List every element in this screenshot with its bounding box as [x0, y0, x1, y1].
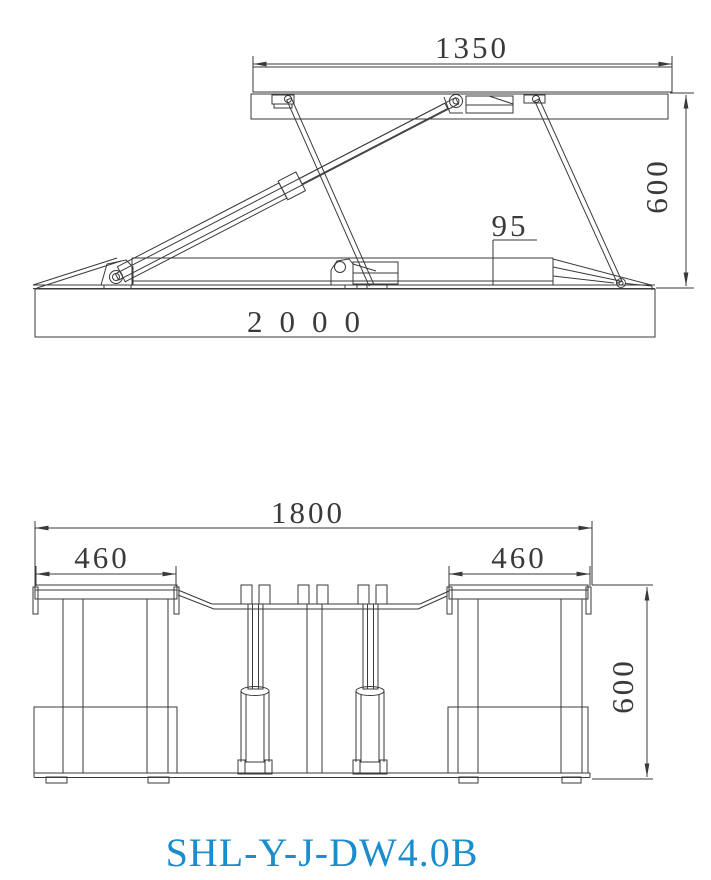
dim-text-460-left: 460 [74, 540, 130, 575]
left-link-arm [287, 98, 374, 286]
dim-raised-height [639, 93, 694, 288]
cylinder-left [238, 604, 272, 774]
dim-left-pad [36, 540, 176, 586]
dim-right-pad [449, 540, 590, 586]
dim-base-length [35, 289, 655, 339]
dim-text-460-right: 460 [491, 540, 547, 575]
left-stand [34, 599, 177, 783]
front-elevation-view [33, 495, 653, 783]
dim-text-600-side: 600 [639, 158, 674, 214]
dim-text-1350: 1350 [435, 30, 509, 65]
main-arm [115, 98, 458, 280]
model-label: SHL-Y-J-DW4.0B [165, 830, 479, 875]
dim-text-95: 95 [491, 208, 529, 243]
dim-text-1800: 1800 [271, 495, 345, 530]
dim-text-2000: 2000 [247, 304, 377, 339]
scissor-arms [115, 98, 622, 286]
right-link-arm [535, 99, 622, 283]
dim-frame-height [492, 208, 538, 285]
base-plate [34, 773, 590, 778]
cross-beam [178, 585, 449, 609]
top-platform [251, 67, 672, 119]
right-stand [448, 599, 588, 783]
cylinder-right [353, 604, 387, 774]
dim-overall-height [592, 585, 653, 779]
center-post [307, 604, 322, 773]
dim-platform-length [253, 30, 672, 69]
left-ramp [33, 258, 133, 289]
side-elevation-view [33, 30, 694, 339]
dim-text-600-front: 600 [605, 658, 640, 714]
